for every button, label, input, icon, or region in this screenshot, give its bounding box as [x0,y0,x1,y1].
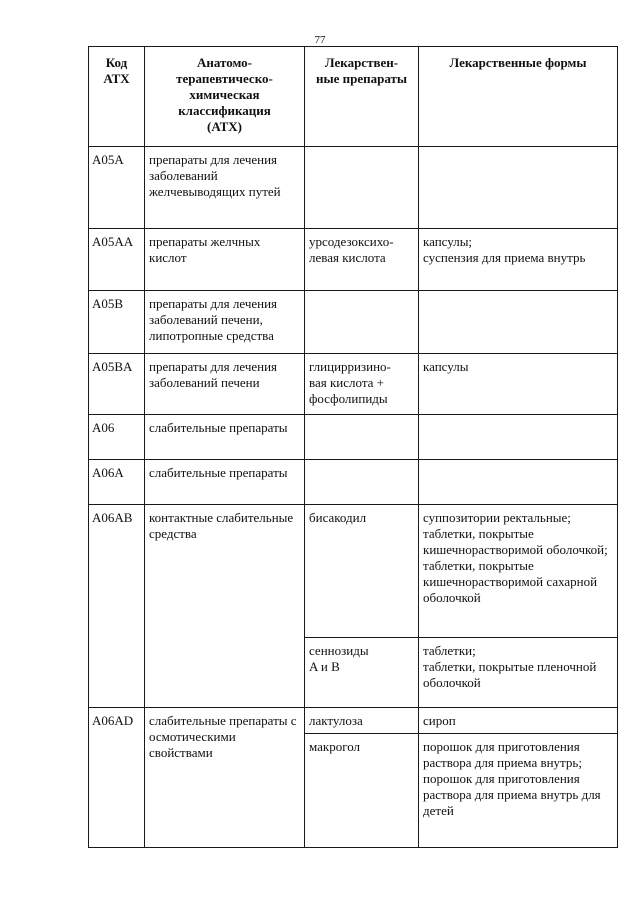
atx-code-cell: A05AA [89,229,145,291]
dosage-form-cell [419,291,618,354]
header-classification-label: Анатомо- терапевтическо- химическая классификация (АТХ) [176,55,273,134]
dosage-form-cell: таблетки; таблетки, покрытые пленочной оболочкой [419,638,618,708]
classification-cell: препараты для лечения заболеваний печени, липотропные средства [145,291,305,354]
classification-cell: препараты желчных кислот [145,229,305,291]
drug-cell: глицирризино- вая кислота + фосфолипиды [305,354,419,415]
table-row [89,460,618,505]
table-row [89,229,618,291]
classification-cell: слабительные препараты [145,415,305,460]
atx-classification-table [88,46,618,848]
header-drugs [305,47,419,147]
table-row [89,354,618,415]
classification-cell: слабительные препараты с осмотическими свойствами [145,708,305,848]
header-dosage-forms-label: Лекарственные формы [449,55,587,70]
drug-cell: сеннозиды A и B [305,638,419,708]
page-number: 77 [314,34,326,46]
table-row [89,147,618,229]
atx-code-cell: A06AD [89,708,145,848]
dosage-form-cell [419,147,618,229]
header-drugs-label: Лекарствен- ные препараты [315,55,408,86]
atx-code-cell: A05A [89,147,145,229]
classification-cell: контактные слабительные средства [145,505,305,708]
drug-cell: бисакодил [305,505,419,638]
dosage-form-cell: сироп [419,708,618,734]
dosage-form-cell: капсулы [419,354,618,415]
table-row [89,708,618,734]
dosage-form-cell [419,415,618,460]
drug-cell [305,147,419,229]
dosage-form-cell: порошок для приготовления раствора для приема внутрь; порошок для приготовления раствора для приема внутрь для детей [419,734,618,848]
drug-cell: урсодезоксихо- левая кислота [305,229,419,291]
header-classification [145,47,305,147]
header-atx-code-label: Код АТХ [103,55,130,86]
atx-code-cell: A06 [89,415,145,460]
dosage-form-cell: капсулы; суспензия для приема внутрь [419,229,618,291]
header-atx-code [89,47,145,147]
atx-code-cell: A05B [89,291,145,354]
drug-cell [305,415,419,460]
header-dosage-forms [419,47,618,147]
table-row [89,415,618,460]
table-row [89,291,618,354]
atx-code-cell: A06A [89,460,145,505]
drug-cell [305,291,419,354]
dosage-form-cell [419,460,618,505]
table-row [89,505,618,638]
drug-cell: лактулоза [305,708,419,734]
dosage-form-cell: суппозитории ректальные; таблетки, покрытые кишечнорастворимой оболочкой; таблетки, покрытые кишечнорастворимой сахарной оболочкой [419,505,618,638]
atx-code-cell: A06AB [89,505,145,708]
classification-cell: препараты для лечения заболеваний желчевыводящих путей [145,147,305,229]
drug-cell [305,460,419,505]
table-header-row [89,47,618,147]
drug-cell: макрогол [305,734,419,848]
atx-code-cell: A05BA [89,354,145,415]
classification-cell: препараты для лечения заболеваний печени [145,354,305,415]
classification-cell: слабительные препараты [145,460,305,505]
